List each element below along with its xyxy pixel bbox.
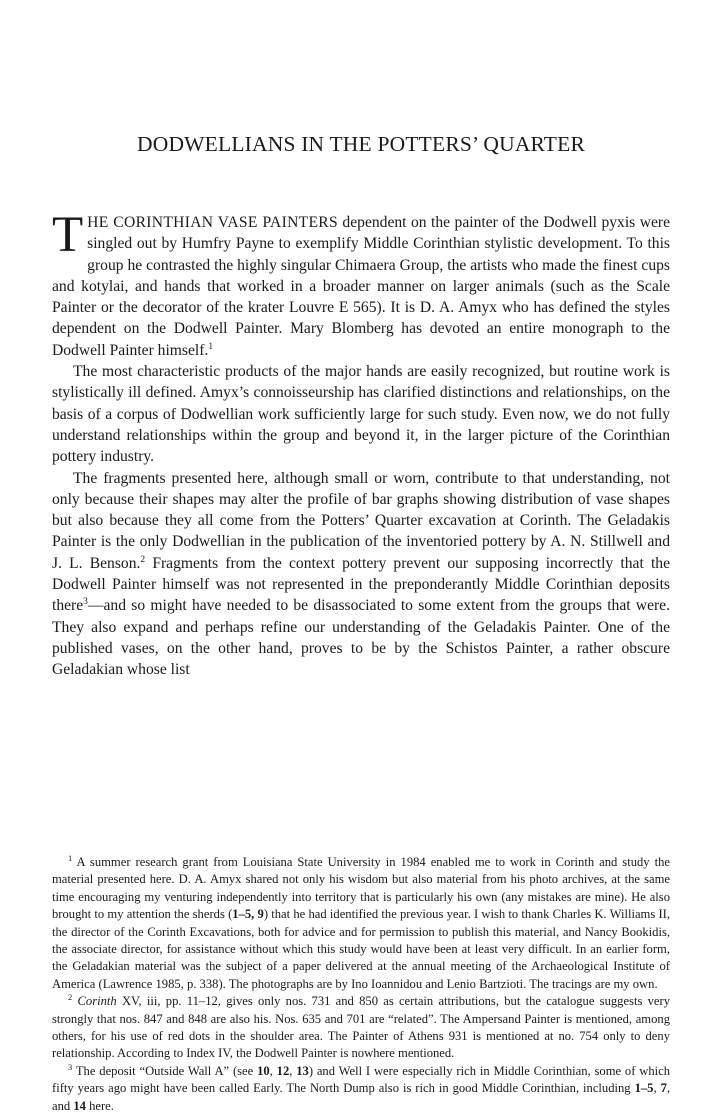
paragraph-3-text-c: —and so might have needed to be disassociated to some extent from the groups that were. They also expand and perhaps refine our understanding of the Geladakis Painter. One of the published vases, on the other hand, proves to be by the Schistos Painter, a rather obscure Geladakian whose list — [52, 597, 670, 679]
drop-cap: T — [52, 207, 84, 263]
journal-title: Corinth — [77, 994, 117, 1009]
page-title: DODWELLIANS IN THE POTTERS’ QUARTER — [136, 132, 585, 156]
paragraph-3 — [52, 468, 670, 681]
footnote-text: XV, iii, pp. 11–12, gives only nos. 731 and 850 as certain attributions, but the catalogue suggests very strongly that nos. 847 and 848 are also his. Nos. 635 and 701 are “related”. The Ampersand Painter is mentioned, among others, for his use of red dots in the shoulder area. The Painter of Athens 931 is mentioned at no. 754 only to deny relationship. According to Index IV, the Dodwell Painter is nowhere mentioned. — [52, 994, 670, 1061]
footnotes — [52, 854, 670, 1115]
lead-in: HE CORINTHIAN VASE PAINTERS — [87, 214, 338, 231]
footnote-ref-3[interactable]: 3 — [83, 597, 88, 608]
paragraph-3-text-a: The fragments presented here, although small or worn, contribute to that understanding, not only because their shapes may alter the profile of bar graphs showing distribution of vase shapes but also because they all come from the Potters’ Quarter excavation at Corinth. The Geladakis Painter is the only Dodwellian in the publication of the inventoried pottery by A. N. Stillwell and J. L. Benson. — [52, 469, 670, 572]
footnote-text: ) that he had identified the previous year. I wish to thank Charles K. Williams II, the director of the Corinth Excavations, both for advice and for permission to publish this material, and Nancy Bookidis, the associate director, for assistance without which this study would have been at least very difficult. In an earlier form, the Geladakian material was the subject of a paper delivered at the annual meeting of the Archaeological Institute of America (Lawrence 1985, p. 338). The photographs are by Ino Ioannidou and Lenio Bartzioti. The tracings are my own. — [52, 907, 671, 991]
separator: , and — [52, 1081, 671, 1113]
footnote-number: 2 — [68, 992, 73, 1003]
paragraph-2: The most characteristic products of the major hands are easily recognized, but routine work is stylistically ill defined. Amyx’s connoisseurship has clarified distinctions and relationships, on the basis of a corpus of Dodwellian work sufficiently large for such study. Even now, we do not fully understand relationships within the group and beyond it, in the larger picture of the Corinthian pottery industry. — [52, 363, 670, 466]
catalogue-ref: 12 — [276, 1063, 290, 1078]
footnote-3 — [52, 1063, 670, 1115]
catalogue-ref: 10 — [257, 1063, 270, 1078]
catalogue-ref: 1–5, 9 — [232, 907, 264, 922]
catalogue-ref: 13 — [296, 1063, 309, 1078]
footnote-2 — [52, 993, 670, 1063]
separator: , — [653, 1081, 661, 1096]
footnote-number: 3 — [68, 1061, 73, 1072]
paragraph-3-text-b: Fragments from the context pottery prevent our supposing incorrectly that the Dodwell Painter himself was not represented in the preponderantly Middle Corinthian deposits there — [52, 554, 670, 615]
footnote-ref-2[interactable]: 2 — [140, 554, 146, 565]
separator: , — [269, 1063, 277, 1078]
footnote-text: ) and Well I were especially rich in Middle Corinthian, some of which fifty years ago might have been called Early. The North Dump also is rich in good Middle Corinthian, including — [52, 1063, 671, 1096]
footnote-1 — [52, 854, 670, 993]
main-text — [52, 207, 671, 681]
separator: , — [289, 1063, 297, 1078]
footnote-text: A summer research grant from Louisiana State University in 1984 enabled me to work in Corinth and study the material presented here. D. A. Amyx shared not only his wisdom but also material from his photo archives, at the same time encouraging my venturing independently into territory that is particularly his own (any mistakes are mine). He also brought to my attention the sherds ( — [52, 855, 670, 922]
catalogue-ref: 14 — [73, 1098, 86, 1113]
paragraph-1 — [52, 207, 671, 361]
footnote-text: The deposit “Outside Wall A” (see — [75, 1063, 258, 1078]
catalogue-ref: 7 — [660, 1081, 667, 1096]
catalogue-ref: 1–5 — [634, 1081, 654, 1096]
paragraph-1-text: dependent on the painter of the Dodwell pyxis were singled out by Humfry Payne to exemplify Middle Corinthian stylistic development. To this group he contrasted the highly singular Chimaera Group, the artists who made the finest cups and kotylai, and hands that worked in a broader manner on larger animals (such as the Scale Painter or the decorator of the krater Louvre E 565). It is D. A. Amyx who has defined the styles dependent on the Dodwell Painter. Mary Blomberg has devoted an entire monograph to the Dodwell Painter himself. — [52, 214, 671, 359]
footnote-number: 1 — [68, 853, 73, 863]
footnote-text: here. — [85, 1098, 114, 1113]
footnote-ref-1[interactable]: 1 — [208, 341, 214, 352]
